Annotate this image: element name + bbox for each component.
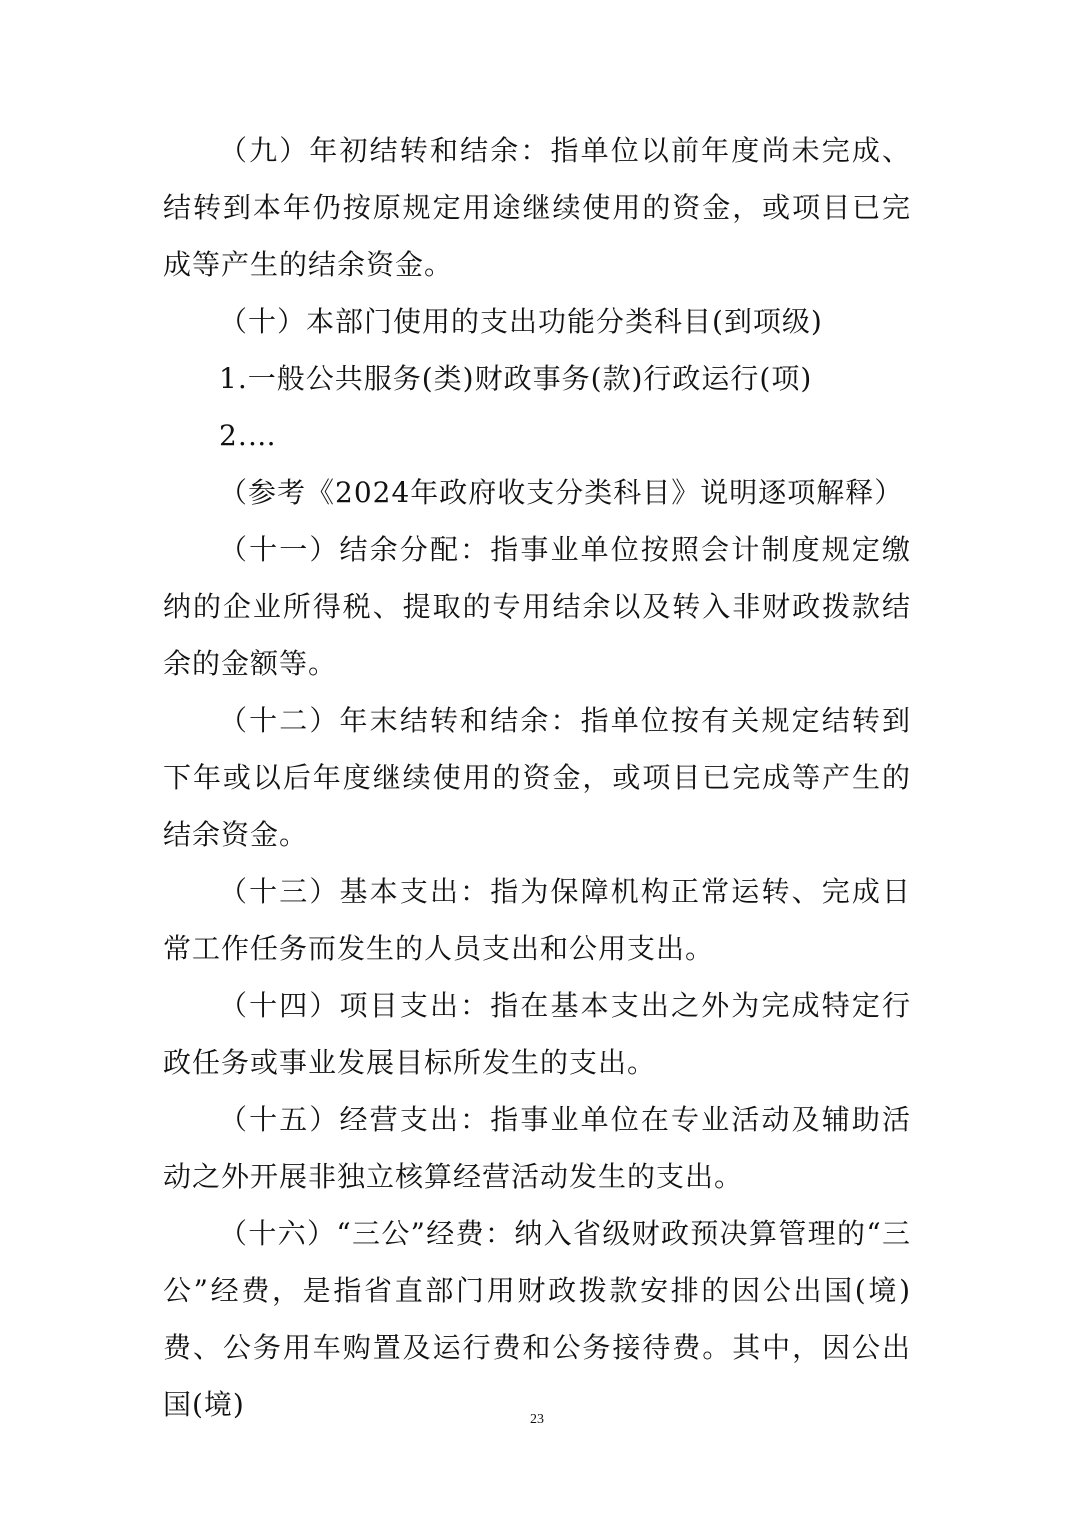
page-number: 23: [530, 1412, 544, 1427]
paragraph-11: （十一）结余分配：指事业单位按照会计制度规定缴纳的企业所得税、提取的专用结余以及转入非财政拨款结余的金额等。: [163, 533, 911, 680]
paragraph-14: （十四）项目支出：指在基本支出之外为完成特定行政任务或事业发展目标所发生的支出。: [163, 989, 911, 1079]
paragraph-10-item-1: 1.一般公共服务(类)财政事务(款)行政运行(项): [219, 362, 813, 395]
paragraph-10-note: （参考《2024年政府收支分类科目》说明逐项解释）: [219, 476, 904, 509]
paragraph-10: （十）本部门使用的支出功能分类科目(到项级): [219, 305, 823, 338]
paragraph-9: （九）年初结转和结余：指单位以前年度尚未完成、结转到本年仍按原规定用途继续使用的资金，或项目已完成等产生的结余资金。: [163, 134, 911, 281]
paragraph-15: （十五）经营支出：指事业单位在专业活动及辅助活动之外开展非独立核算经营活动发生的支出。: [163, 1103, 911, 1193]
paragraph-12: （十二）年末结转和结余：指单位按有关规定结转到下年或以后年度继续使用的资金，或项目已完成等产生的结余资金。: [163, 704, 911, 851]
document-body: [163, 122, 911, 1433]
paragraph-16: （十六）“三公”经费：纳入省级财政预决算管理的“三公”经费，是指省直部门用财政拨款安排的因公出国(境)费、公务用车购置及运行费和公务接待费。其中，因公出国(境): [163, 1217, 911, 1421]
paragraph-10-item-2: 2.…: [219, 419, 277, 452]
paragraph-13: （十三）基本支出：指为保障机构正常运转、完成日常工作任务而发生的人员支出和公用支出。: [163, 875, 911, 965]
